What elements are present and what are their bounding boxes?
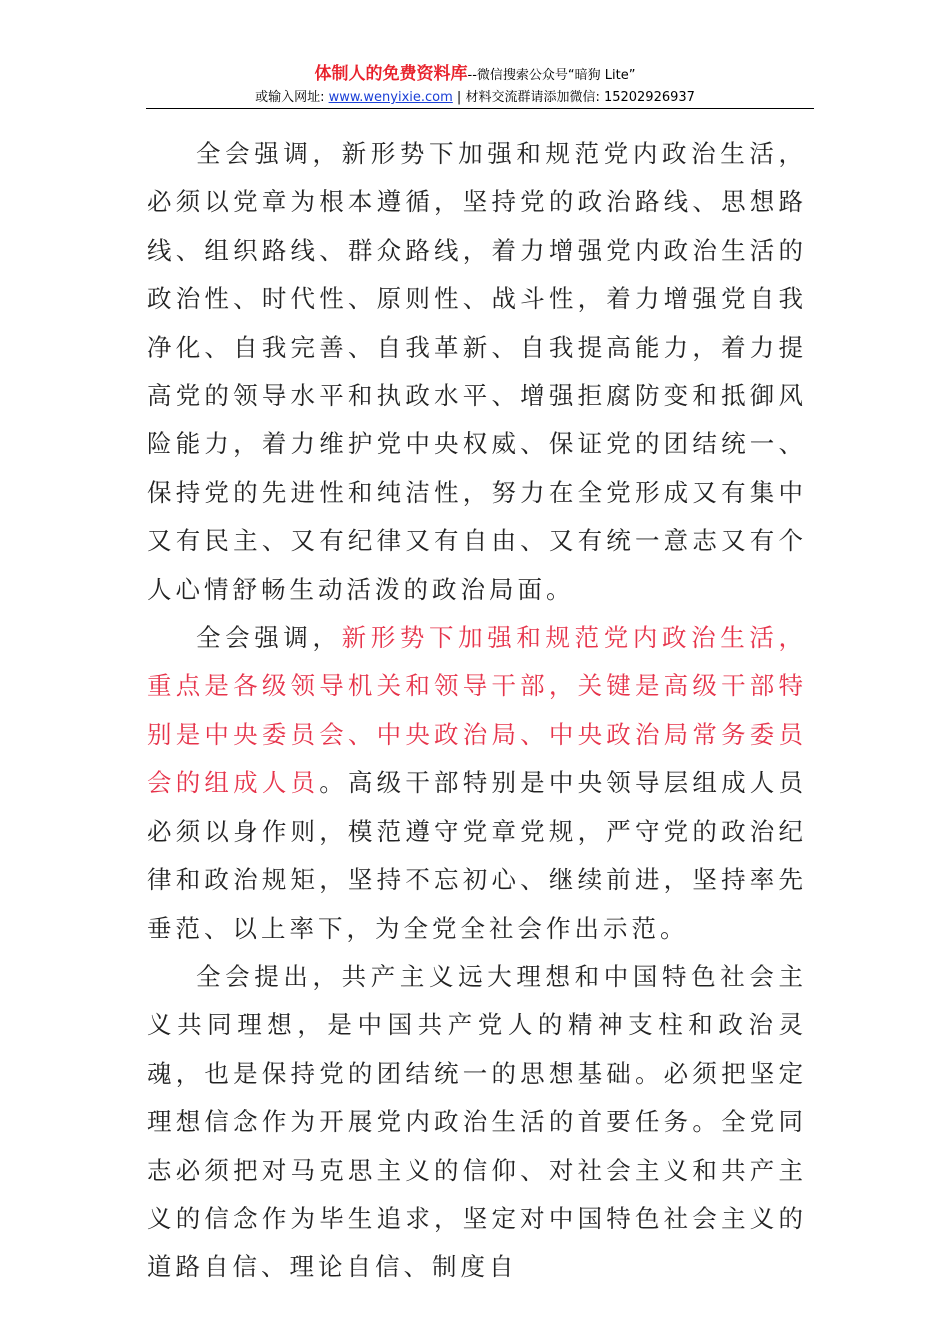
- url-prefix: 或输入网址:: [255, 90, 329, 105]
- paragraph-2-lead: 全会强调，: [196, 623, 342, 653]
- paragraph-2: [147, 614, 807, 953]
- header-line-1: [0, 64, 950, 86]
- header-line-2: [0, 90, 950, 106]
- paragraph-3: 全会提出，共产主义远大理想和中国特色社会主义共同理想，是中国共产党人的精神支柱和政治灵魂，也是保持党的团结统一的思想基础。必须把坚定理想信念作为开展党内政治生活的首要任务。全党同志必须把对马克思主义的信仰、对社会主义和共产主义的信念作为毕生追求，坚定对中国特色社会主义的道路自信、理论自信、制度自: [147, 961, 807, 1282]
- website-link[interactable]: www.wenyixie.com: [328, 90, 453, 105]
- paragraph-1: 全会强调，新形势下加强和规范党内政治生活，必须以党章为根本遵循，坚持党的政治路线、思想路线、组织路线、群众路线，着力增强党内政治生活的政治性、时代性、原则性、战斗性，着力增强党自我净化、自我完善、自我革新、自我提高能力，着力提高党的领导水平和执政水平、增强拒腐防变和抵御风险能力，着力维护党中央权威、保证党的团结统一、保持党的先进性和纯洁性，努力在全党形成又有集中又有民主、又有纪律又有自由、又有统一意志又有个人心情舒畅生动活泼的政治局面。: [147, 139, 807, 604]
- header-divider: [146, 108, 814, 109]
- highlighted-text: 新形势下加强和规范党内政治生活，重点是各级领导机关和领导干部，关键是高级干部特别是中央委员会、中央政治局、中央政治局常务委员会的组成人员: [147, 623, 807, 798]
- page-header: [0, 64, 950, 106]
- document-body: [147, 130, 807, 1292]
- brand-title: 体制人的免费资料库: [314, 64, 468, 84]
- header-tagline: --微信搜索公众号“暗狗 Lite”: [467, 68, 636, 83]
- paragraph-2-rest: 。高级干部特别是中央领导层组成人员必须以身作则，模范遵守党章党规，严守党的政治纪律和政治规矩，坚持不忘初心、继续前进，坚持率先垂范、以上率下，为全党全社会作出示范。: [147, 768, 808, 943]
- contact-info: | 材料交流群请添加微信: 15202926937: [452, 90, 695, 105]
